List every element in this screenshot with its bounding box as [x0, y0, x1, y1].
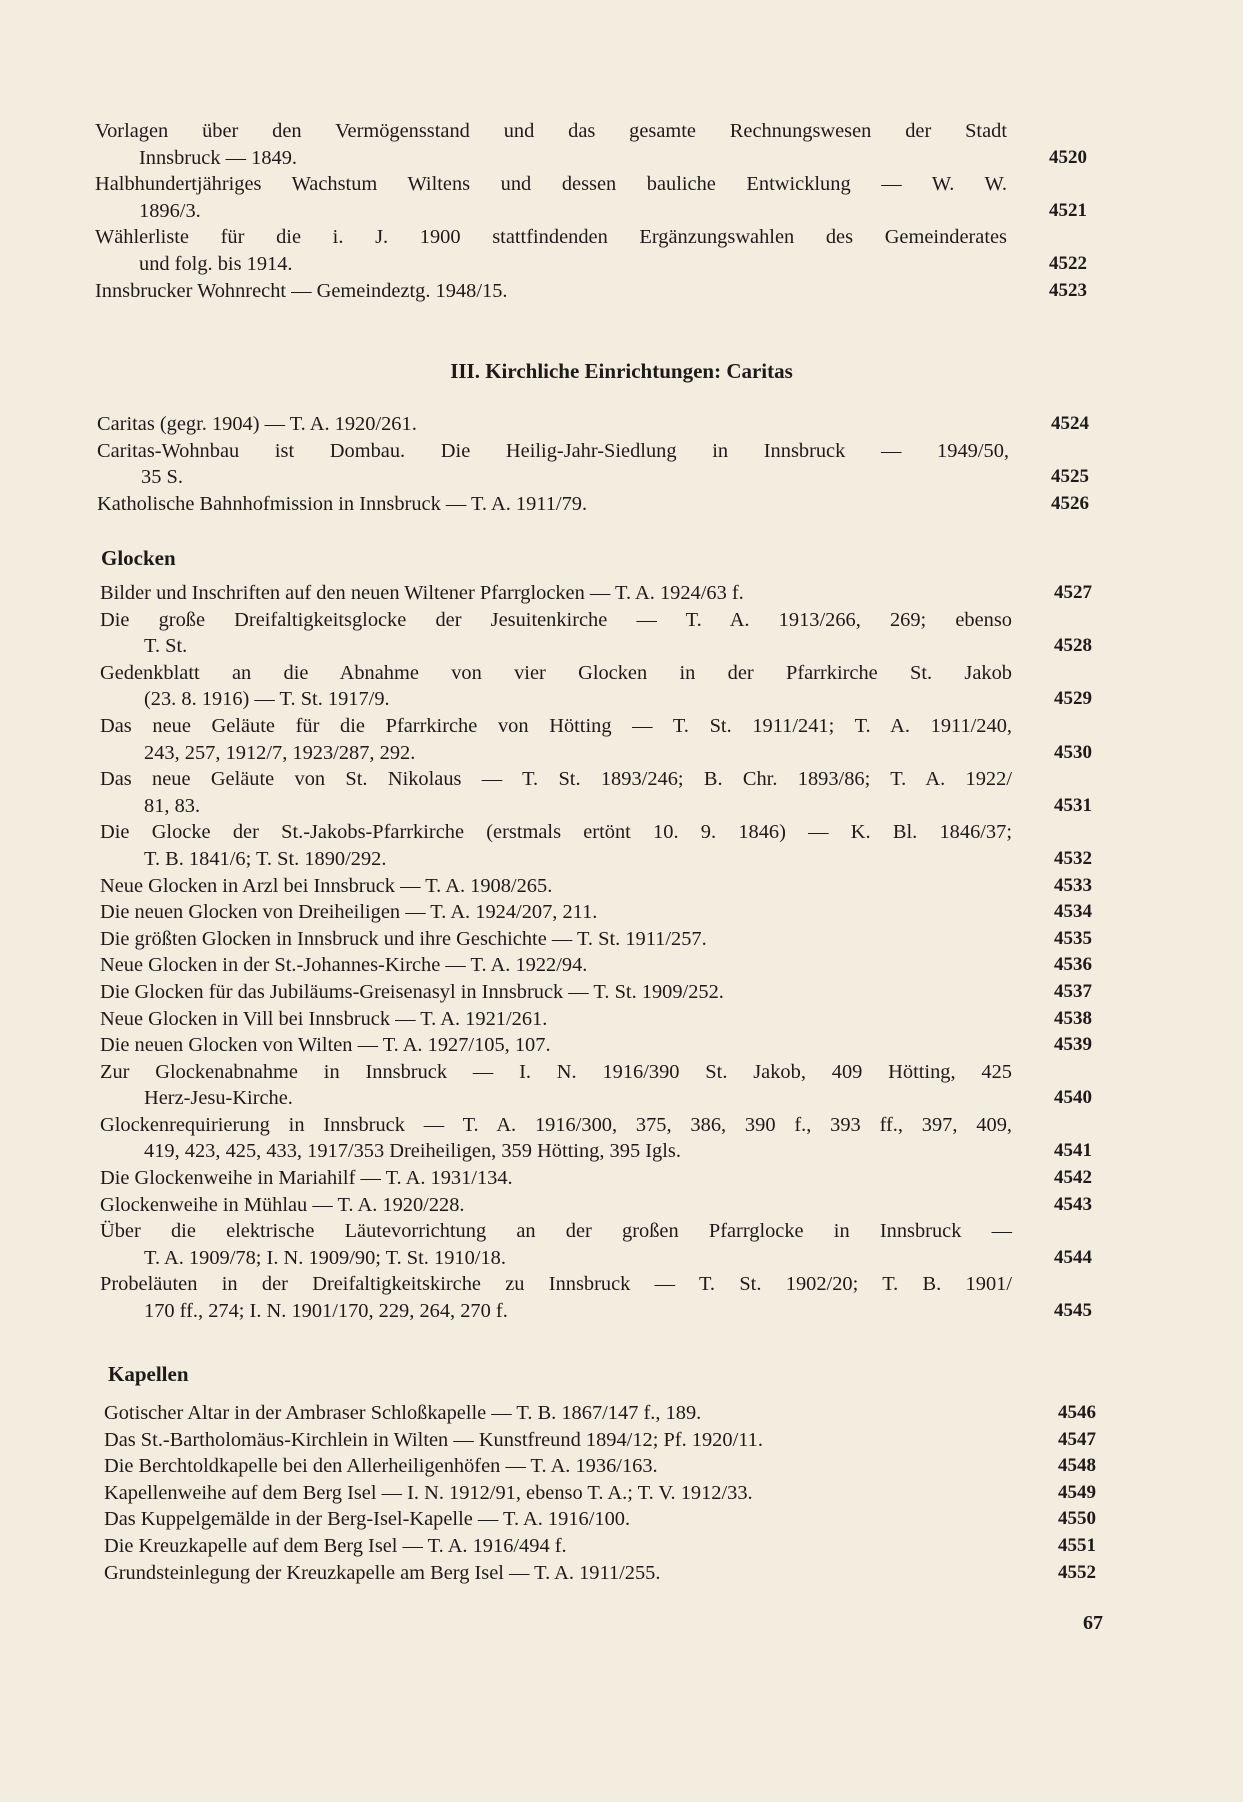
entry-number: 4524 [1051, 413, 1089, 434]
section-heading: III. Kirchliche Einrichtungen: Caritas [450, 359, 793, 383]
entry-text: Neue Glocken in Vill bei Innsbruck — T. A. 1921/261. [100, 1007, 548, 1030]
entry-text: Caritas-Wohnbau ist Dombau. Die Heilig-Jahr-Siedlung in Innsbruck — 1949/50, [97, 439, 1009, 462]
entry-continuation: T. A. 1909/78; I. N. 1909/90; T. St. 1910/18. [144, 1246, 506, 1269]
entry-number: 4547 [1058, 1428, 1096, 1450]
entry-number: 4520 [1049, 146, 1087, 168]
list-item [100, 1006, 1092, 1033]
entry-number: 4531 [1054, 794, 1092, 816]
entry-number: 4543 [1054, 1193, 1092, 1215]
entry-number: 4530 [1054, 741, 1092, 763]
list-item [100, 660, 1092, 713]
entry-number: 4526 [1051, 492, 1089, 514]
glocken-heading: Glocken [101, 546, 176, 570]
list-item [100, 1059, 1092, 1112]
glocken-entries [100, 580, 1092, 1325]
entry-continuation: 81, 83. [144, 794, 201, 817]
entry-text: Das St.-Bartholomäus-Kirchlein in Wilten — Kunstfreund 1894/12; Pf. 1920/11. [104, 1428, 763, 1451]
entry-text: Caritas (gegr. 1904) — T. A. 1920/261. [97, 413, 417, 435]
list-item [100, 952, 1092, 979]
entry-text: Die neuen Glocken von Dreiheiligen — T. A. 1924/207, 211. [100, 901, 598, 924]
list-item [100, 1112, 1092, 1165]
list-item [104, 1400, 1096, 1427]
entry-text: Glockenrequirierung in Innsbruck — T. A. 1916/300, 375, 386, 390 f., 393 ff., 397, 409, [100, 1113, 1012, 1136]
list-item [100, 899, 1092, 926]
entry-number: 4535 [1054, 927, 1092, 949]
entry-number: 4529 [1054, 688, 1092, 710]
entry-number: 4542 [1054, 1167, 1092, 1189]
entry-text: Die Berchtoldkapelle bei den Allerheiligenhöfen — T. A. 1936/163. [104, 1455, 658, 1478]
list-item [104, 1480, 1096, 1507]
list-item [100, 819, 1092, 872]
list-item [100, 1192, 1092, 1219]
entry-continuation: 419, 423, 425, 433, 1917/353 Dreiheiligen, 359 Hötting, 395 Igls. [144, 1140, 681, 1163]
list-item [100, 766, 1092, 819]
entry-number: 4545 [1054, 1300, 1092, 1322]
entry-text: Zur Glockenabnahme in Innsbruck — I. N. 1916/390 St. Jakob, 409 Hötting, 425 [100, 1060, 1012, 1083]
entry-continuation: 170 ff., 274; I. N. 1901/170, 229, 264, 270 f. [144, 1300, 508, 1323]
entry-text: Bilder und Inschriften auf den neuen Wiltener Pfarrglocken — T. A. 1924/63 f. [100, 582, 744, 604]
entry-text: Halbhundertjähriges Wachstum Wiltens und dessen bauliche Entwicklung — W. W. [95, 173, 1007, 196]
entry-continuation: (23. 8. 1916) — T. St. 1917/9. [144, 688, 390, 711]
entry-continuation: und folg. bis 1914. [139, 252, 293, 275]
entry-text: Neue Glocken in der St.-Johannes-Kirche — T. A. 1922/94. [100, 954, 588, 977]
entry-text: Das Kuppelgemälde in der Berg-Isel-Kapelle — T. A. 1916/100. [104, 1508, 631, 1531]
list-item [100, 1165, 1092, 1192]
kapellen-heading: Kapellen [108, 1362, 189, 1386]
entry-text: Die Glocken für das Jubiläums-Greisenasyl in Innsbruck — T. St. 1909/252. [100, 980, 724, 1003]
list-item [100, 1218, 1092, 1271]
list-item [95, 171, 1087, 224]
entry-number: 4539 [1054, 1034, 1092, 1056]
entry-number: 4536 [1054, 954, 1092, 976]
intro-entries [95, 118, 1087, 304]
list-item [97, 438, 1089, 491]
entry-number: 4548 [1058, 1455, 1096, 1477]
list-item [97, 491, 1089, 518]
list-item [100, 926, 1092, 953]
kapellen-entries [104, 1400, 1096, 1586]
entry-number: 4550 [1058, 1508, 1096, 1530]
entry-continuation: T. St. [144, 635, 188, 658]
entry-continuation: Herz-Jesu-Kirche. [144, 1087, 293, 1110]
entry-number: 4533 [1054, 874, 1092, 896]
entry-continuation: 1896/3. [139, 199, 201, 222]
entry-text: Die Glockenweihe in Mariahilf — T. A. 1931/134. [100, 1167, 513, 1190]
list-item [100, 1032, 1092, 1059]
caritas-entries [97, 411, 1089, 517]
entry-number: 4552 [1058, 1561, 1096, 1583]
entry-number: 4525 [1051, 466, 1089, 488]
entry-text: Probeläuten in der Dreifaltigkeitskirche zu Innsbruck — T. St. 1902/20; T. B. 1901/ [100, 1273, 1012, 1296]
entry-number: 4546 [1058, 1402, 1096, 1423]
entry-number: 4541 [1054, 1140, 1092, 1162]
entry-text: Die Glocke der St.-Jakobs-Pfarrkirche (erstmals ertönt 10. 9. 1846) — K. Bl. 1846/37; [100, 821, 1012, 844]
entry-number: 4538 [1054, 1007, 1092, 1029]
list-item [100, 580, 1092, 607]
list-item [95, 224, 1087, 277]
entry-number: 4551 [1058, 1534, 1096, 1556]
entry-text: Das neue Geläute für die Pfarrkirche von Hötting — T. St. 1911/241; T. A. 1911/240, [100, 714, 1012, 737]
entry-text: Vorlagen über den Vermögensstand und das gesamte Rechnungswesen der Stadt [95, 120, 1007, 142]
entry-text: Die große Dreifaltigkeitsglocke der Jesuitenkirche — T. A. 1913/266, 269; ebenso [100, 608, 1012, 631]
entry-number: 4534 [1054, 901, 1092, 923]
entry-text: Grundsteinlegung der Kreuzkapelle am Berg Isel — T. A. 1911/255. [104, 1561, 661, 1584]
list-item [104, 1506, 1096, 1533]
entry-number: 4537 [1054, 980, 1092, 1002]
list-item [104, 1533, 1096, 1560]
entry-continuation: 243, 257, 1912/7, 1923/287, 292. [144, 741, 416, 764]
entry-text: Gotischer Altar in der Ambraser Schloßkapelle — T. B. 1867/147 f., 189. [104, 1402, 702, 1424]
entry-number: 4544 [1054, 1246, 1092, 1268]
page-number: 67 [1083, 1612, 1103, 1634]
list-item [100, 713, 1092, 766]
list-item [100, 979, 1092, 1006]
list-item [95, 118, 1087, 171]
entry-number: 4540 [1054, 1087, 1092, 1109]
entry-number: 4522 [1049, 252, 1087, 274]
entry-number: 4523 [1049, 279, 1087, 301]
list-item [104, 1560, 1096, 1587]
entry-continuation: 35 S. [141, 466, 183, 489]
entry-number: 4528 [1054, 635, 1092, 657]
entry-text: Gedenkblatt an die Abnahme von vier Glocken in der Pfarrkirche St. Jakob [100, 661, 1012, 684]
entry-number: 4521 [1049, 199, 1087, 221]
list-item [100, 1271, 1092, 1324]
entry-text: Die Kreuzkapelle auf dem Berg Isel — T. A. 1916/494 f. [104, 1534, 567, 1557]
entry-text: Glockenweihe in Mühlau — T. A. 1920/228. [100, 1193, 465, 1216]
entry-continuation: T. B. 1841/6; T. St. 1890/292. [144, 847, 387, 870]
entry-text: Innsbrucker Wohnrecht — Gemeindeztg. 1948/15. [95, 279, 508, 302]
list-item [100, 873, 1092, 900]
entry-text: Die neuen Glocken von Wilten — T. A. 1927/105, 107. [100, 1034, 551, 1057]
list-item [104, 1427, 1096, 1454]
entry-text: Neue Glocken in Arzl bei Innsbruck — T. A. 1908/265. [100, 874, 553, 897]
entry-continuation: Innsbruck — 1849. [139, 146, 298, 169]
list-item [95, 278, 1087, 305]
entry-number: 4527 [1054, 582, 1092, 603]
entry-text: Katholische Bahnhofmission in Innsbruck — T. A. 1911/79. [97, 492, 588, 515]
entry-text: Das neue Geläute von St. Nikolaus — T. St. 1893/246; B. Chr. 1893/86; T. A. 1922/ [100, 768, 1012, 791]
entry-text: Über die elektrische Läutevorrichtung an der großen Pfarrglocke in Innsbruck — [100, 1220, 1012, 1243]
list-item [100, 607, 1092, 660]
list-item [97, 411, 1089, 438]
list-item [104, 1453, 1096, 1480]
entry-text: Kapellenweihe auf dem Berg Isel — I. N. 1912/91, ebenso T. A.; T. V. 1912/33. [104, 1481, 753, 1504]
entry-number: 4532 [1054, 847, 1092, 869]
entry-number: 4549 [1058, 1481, 1096, 1503]
entry-text: Die größten Glocken in Innsbruck und ihre Geschichte — T. St. 1911/257. [100, 927, 707, 950]
entry-text: Wählerliste für die i. J. 1900 stattfindenden Ergänzungswahlen des Gemeinderates [95, 226, 1007, 249]
